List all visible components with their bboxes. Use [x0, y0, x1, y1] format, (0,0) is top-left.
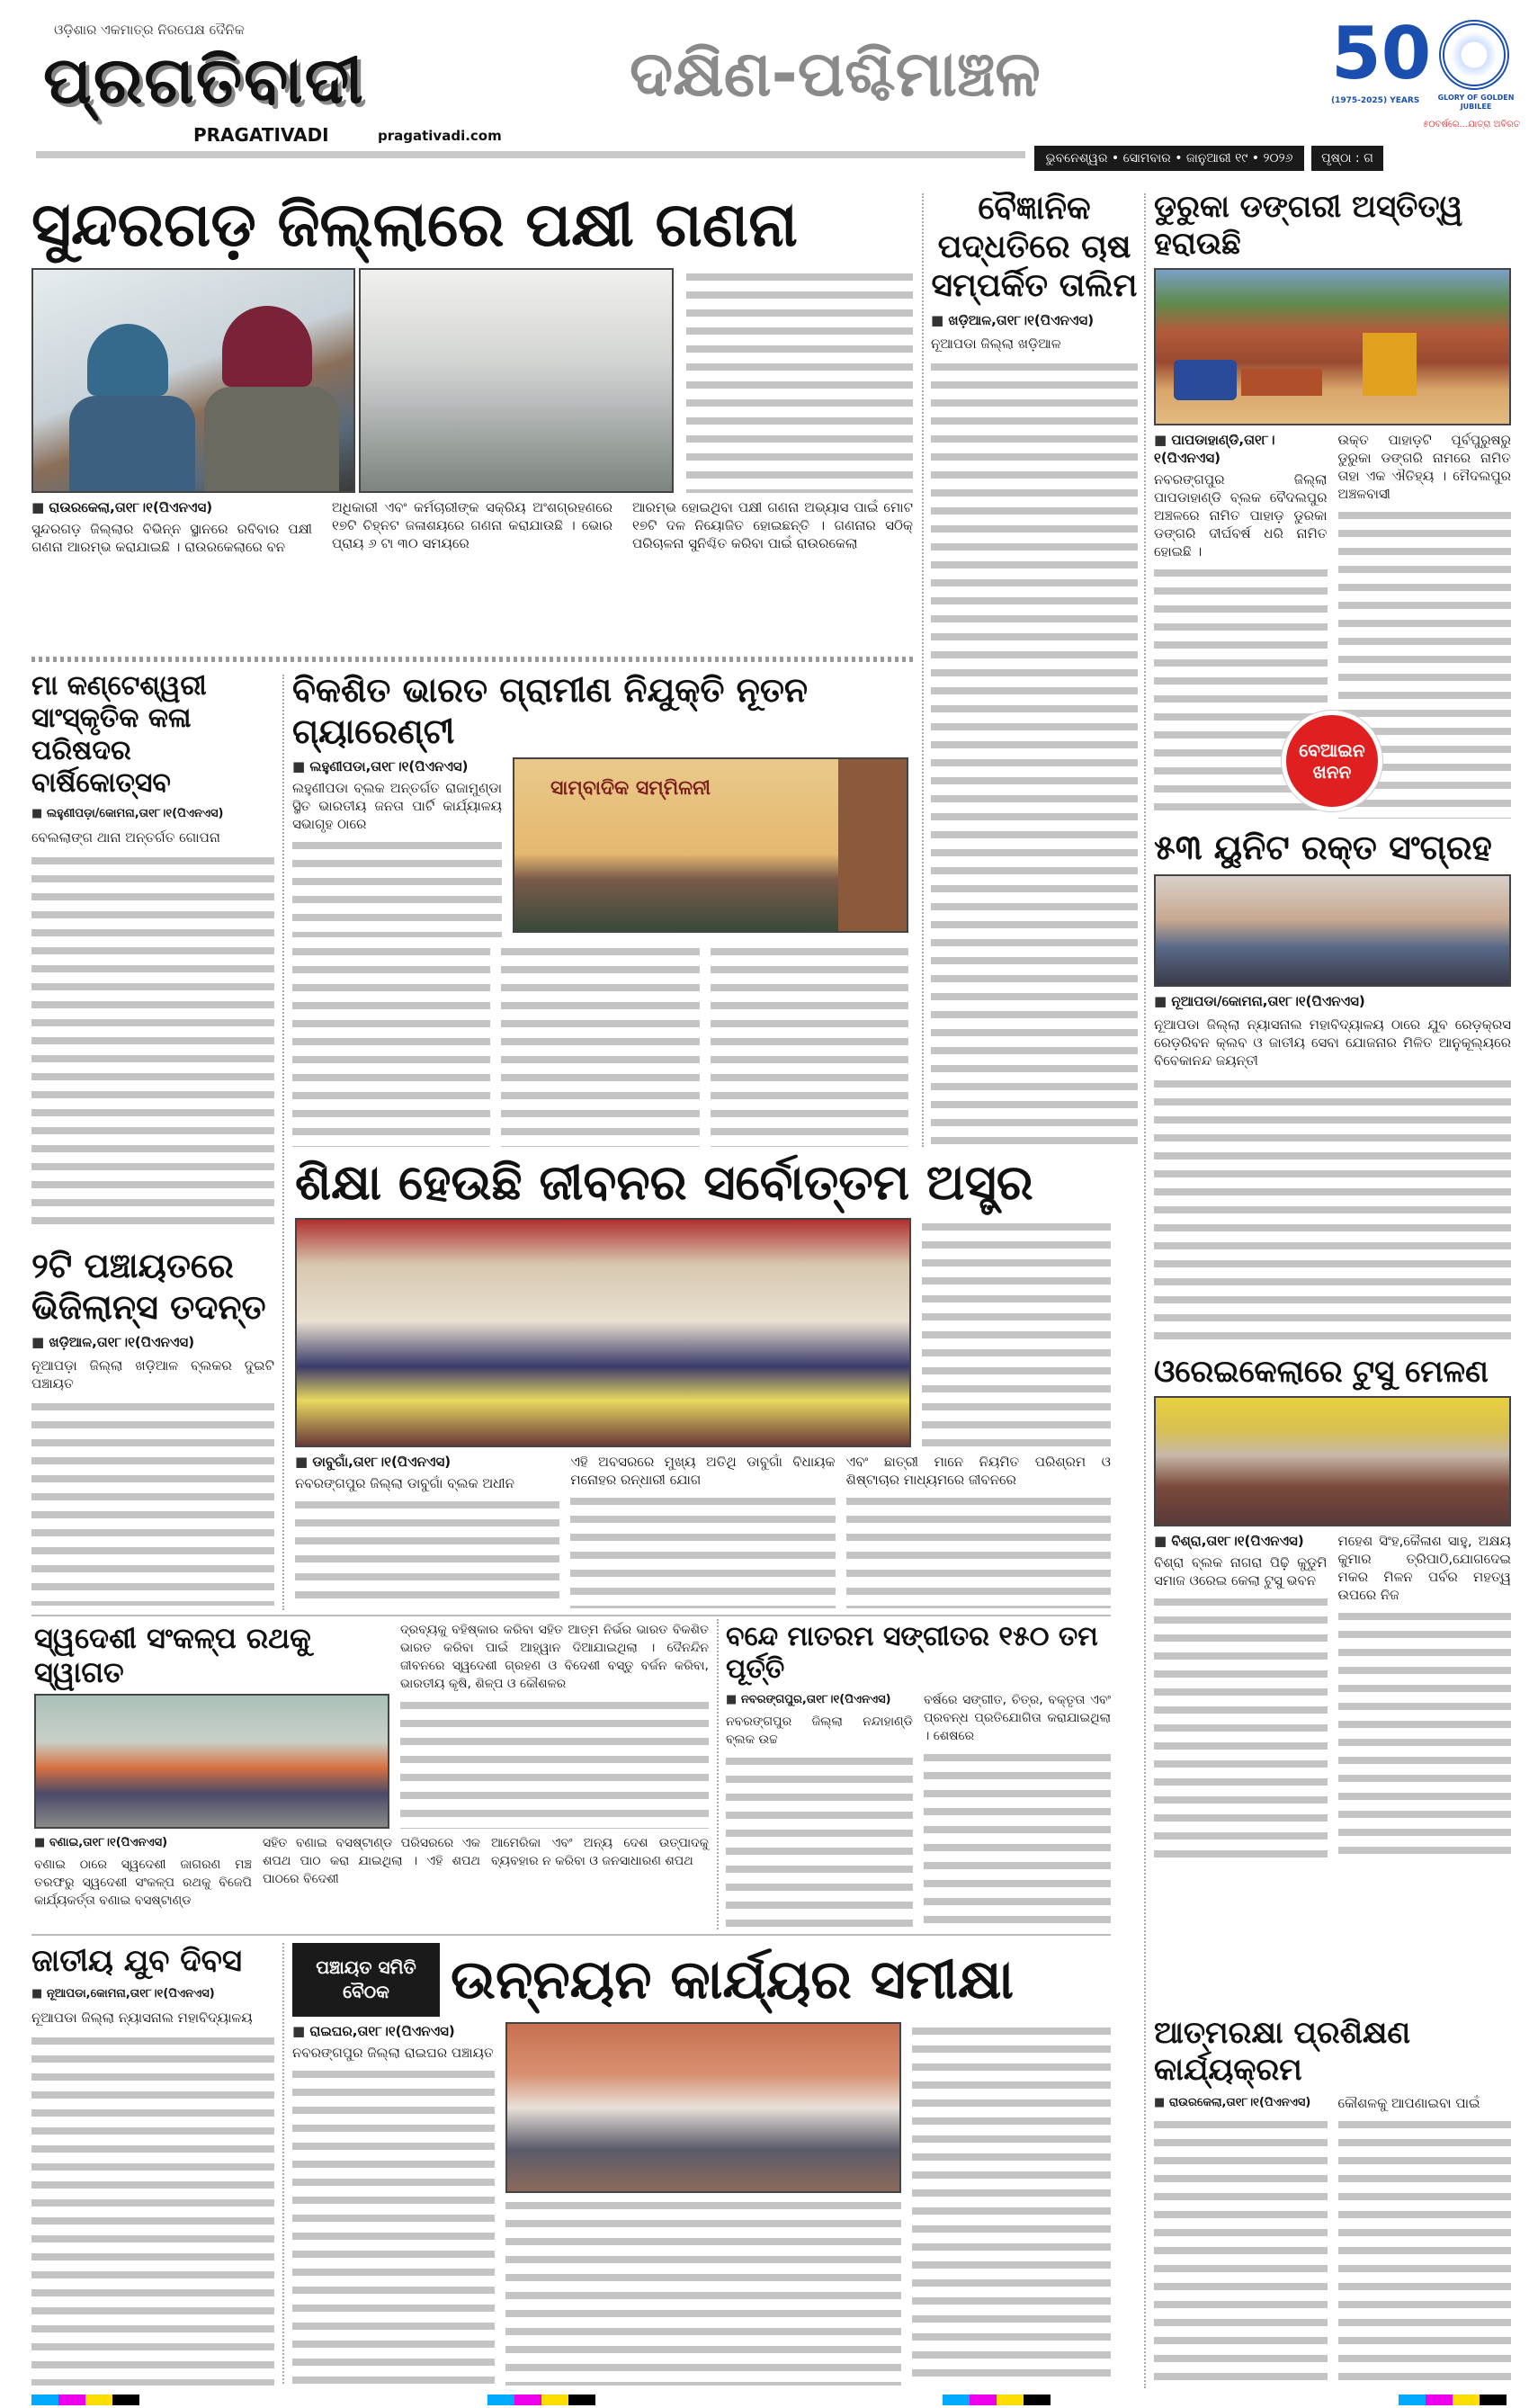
photo-birdwatchers [31, 268, 355, 493]
article-text [922, 1218, 1111, 1447]
article-kanteswari [31, 670, 274, 1232]
article-text [31, 1398, 274, 1606]
headline-education: ଶିକ୍ଷା ହେଉଛି ଜୀବନର ସର୍ବୋତ୍ତମ ଅସ୍ତ୍ର [295, 1154, 1033, 1211]
headline-bird-census: ସୁନ୍ଦରଗଡ଼ ଜିଲ୍ଲାରେ ପକ୍ଷୀ ଗଣନା [31, 190, 798, 261]
byline: ■ ରାଉରକେଲା,ତା୧୮।୧(ପିଏନଏସ) [1154, 2094, 1328, 2112]
byline: ■ ବିଶ୍ରା,ତା୧୮।୧(ପିଏନଏସ) [1154, 1532, 1328, 1550]
article-text [1154, 1593, 1328, 1862]
article-vande-mataram [726, 1621, 1111, 1929]
headline-tusu-mela: ଓରେଇକେଲାରେ ଟୁସୁ ମେଳଣ [1154, 1354, 1489, 1390]
byline: ■ ରାଉରକେଲା,ତା୧୮।୧(ପିଏନଏସ) [31, 498, 312, 516]
headline-vande-mataram: ବନ୍ଦେ ମାତରମ ସଙ୍ଗୀତର ୧୫୦ ତମ ପୂର୍ତ୍ତି [726, 1621, 1098, 1685]
headline-vigilance: ୨ଟି ପଞ୍ଚାୟତରେ ଭିଜିଲାନ୍ସ ତଦନ୍ତ [31, 1246, 266, 1327]
illegal-mining-badge [1282, 711, 1382, 811]
photo-press-meet [513, 757, 908, 933]
article-text: ବିଶ୍ରା ବ୍ଲକ ନାଗରା ପିଢ଼ି କୁଡୁମି ସମାଜ ଓରେଇ କେଲା ଟୁସୁ ଭବନ [1154, 1553, 1328, 1589]
page-label: ପୃଷ୍ଠା : ଗ [1311, 146, 1383, 171]
article-text [686, 268, 913, 493]
article-text: ନୂଆପଡା ଜିଲ୍ଲା ଖଡ଼ିଆଳ [931, 335, 1061, 352]
jubilee-motto: ୫୦ବର୍ଷରେ...ଯାତ୍ରା ଅବିରତ [1423, 120, 1520, 130]
article-blood-donation [1154, 828, 1511, 1345]
section-divider [31, 1934, 1111, 1936]
article-text [931, 358, 1138, 1147]
jubilee-years: (1975-2025) YEARS [1331, 96, 1420, 105]
column-divider [717, 1619, 719, 1929]
article-swadeshi [34, 1621, 709, 1929]
headline-viksit-bharat: ବିକଶିତ ଭାରତ ଗ୍ରାମୀଣ ନିଯୁକ୍ତି ନୂତନ ଗ୍ୟାରେଣ୍ଟୀ [292, 670, 809, 751]
wavy-divider [31, 657, 913, 662]
article-text: ନବରଙ୍ଗପୁର ଜିଲ୍ଲା ରାଇଘର ପଞ୍ଚାୟତ [292, 2045, 494, 2061]
article-text [846, 1492, 1111, 1608]
article-text: ଲହୁଣୀପଡା ବ୍ଲକ ଅନ୍ତର୍ଗତ ରାଜାମୁଣ୍ଡା ସ୍ଥିତ ଭାରତୀୟ ଜନତା ପାର୍ଟି କାର୍ଯ୍ୟାଳୟ ସଭାଗୃହ ଠାରେ [292, 780, 502, 833]
article-text [711, 943, 908, 1147]
headline-blood-donation: ୫୩ ୟୁନିଟ ରକ୍ତ ସଂଗ୍ରହ [1154, 828, 1492, 867]
photo-tusu-fair [1154, 1396, 1511, 1526]
article-text [1154, 1075, 1511, 1345]
article-text: ନୂଆପଡା ଜିଲ୍ଲା ନ୍ୟାସନାଲ ମହାବିଦ୍ୟାଳୟ [31, 2009, 253, 2026]
article-text: ନବରଙ୍ଗପୁର ଜିଲ୍ଲା ନନ୍ଦାହାଣ୍ଡି ବ୍ଲକ ଉଚ୍ଚ [726, 1714, 913, 1747]
headline-self-defense: ଆତ୍ମରକ୍ଷା ପ୍ରଶିକ୍ଷଣ କାର୍ଯ୍ୟକ୍ରମ [1154, 2015, 1411, 2088]
section-title: ଦକ୍ଷିଣ-ପଶ୍ଚିମାଞ୍ଚଳ [630, 37, 1041, 111]
article-text [505, 2197, 901, 2386]
section-divider [31, 1615, 1111, 1616]
article-youth-day [31, 1943, 274, 2386]
column-divider [282, 1943, 284, 2384]
article-text [1338, 2116, 1512, 2386]
headline-duruka-hill: ଡୁରୁକା ଡଙ୍ଗରୀ ଅସ୍ତିତ୍ୱ ହରାଉଛି [1154, 189, 1463, 262]
article-text [31, 852, 274, 1232]
article-text: ଆମେରିକା ଏବଂ ଅନ୍ୟ ଦେଶ ଉତ୍ପାଦକୁ ବ୍ୟବହାର ନ କରିବା ଓ ଜନସାଧାରଣ ଶପଥ [491, 1835, 709, 1868]
article-text: ସୁନ୍ଦରଗଡ଼ ଜିଲ୍ଲାର ବିଭିନ୍ନ ସ୍ଥାନରେ ରବିବାର ପକ୍ଷୀ ଗଣନା ଆରମ୍ଭ କରାଯାଇଛି । ରାଉରକେଲାରେ ବନ [31, 520, 312, 555]
article-text: ସହିତ ବଣାଇ ବସଷ୍ଟାଣ୍ଡ ପରିସରରେ ଏକ ଶପଥ ପାଠ କରା ଯାଇଥିଲା । ଏହି ଶପଥ ପାଠରେ ବିଦେଶୀ [263, 1835, 480, 1886]
article-education [295, 1154, 1111, 1608]
jubilee-ring-text: GLORY OF GOLDEN JUBILEE [1437, 94, 1515, 111]
photo-students [295, 1218, 911, 1447]
article-self-defense [1154, 2015, 1511, 2386]
article-vigilance [31, 1246, 274, 1606]
article-text [400, 1696, 709, 1829]
masthead-rule [36, 151, 1025, 158]
article-text [292, 837, 502, 937]
dateline: ଭୁବନେଶ୍ୱର • ସୋମବାର • ଜାନୁଆରୀ ୧୯ • ୨୦୨୬ [1034, 146, 1304, 171]
byline: ■ ଖଡ଼ିଆଳ,ତା୧୮।୧(ପିଏନଏସ) [31, 1333, 274, 1351]
article-text: କୌଶଳକୁ ଆପଣାଇବା ପାଇଁ [1337, 2094, 1480, 2111]
article-text: ନୂଆପଡ଼ା ଜିଲ୍ଲା ଖଡ଼ିଆଳ ବ୍ଲକର ଦୁଇଟି ପଞ୍ଚାୟତ [31, 1357, 274, 1392]
logo-latin: PRAGATIVADI [193, 124, 329, 146]
color-registration-marks [31, 2395, 1507, 2405]
article-viksit-bharat [292, 670, 908, 1147]
byline: ■ ରାଇଘର,ତା୧୮।୧(ପିଏନଏସ) [292, 2022, 495, 2040]
article-text: ନୂଆପଡା ଜିଲ୍ଲା ନ୍ୟାସନାଲ ମହାବିଦ୍ୟାଳୟ ଠାରେ ଯୁବ ରେଡ଼କ୍ରସ ରେଡ଼ରିବନ କ୍ଲବ ଓ ଜାତୀୟ ସେବା ଯୋଜନାର ମିଳିତ ଆନୁକୂଲ୍ୟରେ ବିବେକାନନ୍ଦ ଜୟନ୍ତୀ [1154, 1016, 1511, 1069]
column-divider [282, 675, 284, 1610]
article-text: ଉକ୍ତ ପାହାଡ଼ଟି ପୂର୍ବପୁରୁଷରୁ ଡୁରୁକା ଡଙ୍ଗରି ନାମରେ ନାମିତ ତାହା ଏକ ଐତିହ୍ୟ । ମୈଦଲପୁର ଅଞ୍ଚଳବାସୀ [1337, 431, 1511, 502]
byline: ■ ଖଡ଼ିଆଳ,ତା୧୮।୧(ପିଏନଏସ) [931, 311, 1138, 329]
byline: ■ ଲହୁଣୀପଡା,ତା୧୮।୧(ପିଏନଏସ) [292, 757, 502, 775]
article-text: ବେଲଲାଙ୍ଗ ଥାନା ଅନ୍ତର୍ଗତ ଗୋପନା [31, 829, 220, 846]
article-text: ଅଧିକାରୀ ଏବଂ କର୍ମଚାରୀଙ୍କ ସକ୍ରିୟ ଅଂଶଗ୍ରହଣରେ ୧୭ଟି ଚିହ୍ନଟ ଜଳାଶୟରେ ଗଣନା କରାଯାଉଛି । ଭୋର ପ୍ରାୟ ୬ ଟା ୩୦ ସମୟରେ [332, 498, 612, 551]
article-text [726, 1752, 913, 1929]
website: pragativadi.com [378, 128, 502, 144]
headline-kanteswari: ମା କଣ୍ଟେଶ୍ୱରୀ ସାଂସ୍କୃତିକ କଳା ପରିଷଦର ବାର୍ଷିକୋତ୍ସବ [31, 670, 207, 799]
photo-excavator [1154, 268, 1511, 425]
masthead [36, 12, 1520, 175]
article-text [1154, 2116, 1328, 2386]
article-text: ଏବଂ ଛାତ୍ରୀ ମାନେ ନିୟମିତ ପରିଶ୍ରମ ଓ ଶିଷ୍ଟାଚାର ମାଧ୍ୟମରେ ଜୀବନରେ [845, 1453, 1111, 1488]
kicker-text: ପଞ୍ଚାୟତ ସମିତି ବୈଠକ [316, 1956, 416, 2002]
kicker-panchayat-samiti [292, 1943, 440, 2017]
byline: ■ ନୂଆପଡା/କୋମନା,ତା୧୮।୧(ପିଏନଏସ) [1154, 992, 1511, 1010]
article-text [295, 1496, 559, 1608]
badge-text: ବେଆଇନ ଖନନ [1299, 739, 1365, 783]
article-text: ମହେଶ ସିଂହ,କୈଳାଶ ସାହୁ, ଅକ୍ଷୟ କୁମାର ତ୍ରିପାଠି,ଯୋଗଦେଇ ମକର ମିଳନ ପର୍ବର ମହତ୍ୱ ଉପରେ ନିଜ [1337, 1532, 1511, 1603]
jubilee-number: 50 [1331, 12, 1432, 95]
byline: ■ ଡାବୁଗାଁ,ତା୧୮।୧(ପିଏନଏସ) [295, 1453, 559, 1471]
jubilee-emblem-icon [1439, 20, 1509, 90]
byline: ■ ନବରଙ୍ଗପୁର,ତା୧୮।୧(ପିଏନଏସ) [726, 1691, 913, 1709]
headline-farming-training: ବୈଜ୍ଞାନିକ ପଦ୍ଧତିରେ ଚାଷ ସମ୍ପର୍କିତ ତାଲିମ [931, 190, 1138, 305]
article-farming-training [931, 189, 1138, 1147]
article-text: ଦ୍ରବ୍ୟକୁ ବହିଷ୍କାର କରିବା ସହିତ ଆତ୍ମ ନିର୍ଭର ଭାରତ ବିକଶିତ ଭାରତ କରିବା ପାଇଁ ଆହ୍ୱାନ ଦିଆଯାଇଥିଲା । ଦୈନନ୍ଦିନ ଜୀବନରେ ସ୍ୱଦେଶୀ ଗ୍ରହଣ ଓ ବିଦେଶୀ ବସ୍ତୁ ବର୍ଜନ କରିବା, ଭାରତୀୟ କୃଷି, ଶିଳ୍ପ ଓ କୌଶଳର [400, 1623, 709, 1691]
article-development-review [292, 1943, 1111, 2386]
article-text: ନବରଙ୍ଗପୁର ଜିଲ୍ଲା ଡାବୁଗାଁ ବ୍ଲକ ଅଧୀନ [295, 1474, 514, 1491]
article-text: ଏହି ଅବସରରେ ମୁଖ୍ୟ ଅତିଥି ଡାବୁଗାଁ ବିଧାୟକ ମନୋହର ରନ୍ଧାରୀ ଯୋଗ [570, 1453, 836, 1488]
article-text [501, 943, 699, 1147]
article-text: ବଣାଇ ଠାରେ ସ୍ୱଦେଶୀ ଜାଗରଣ ମଞ୍ଚ ତରଫରୁ ସ୍ୱଦେଶୀ ସଂକଳ୍ପ ରଥକୁ ବିଜେପି କାର୍ଯ୍ୟକର୍ତ୍ତା ବଣାଇ ବସଷ୍ଟାଣ୍ଡ [34, 1857, 252, 1908]
article-bird-census [31, 189, 913, 652]
byline: ■ ଲହୁଣୀପଡ଼ା/କୋମନା,ତା୧୮।୧(ପିଏନଏସ) [31, 805, 274, 823]
photo-waterbirds [359, 268, 674, 493]
article-text [924, 1749, 1111, 1929]
newspaper-logo: ପ୍ରଗତିବାଦୀ [43, 42, 365, 118]
article-text [292, 2065, 495, 2386]
article-text [31, 2032, 274, 2386]
article-text: ଆରମ୍ଭ ହୋଇଥିବା ପକ୍ଷୀ ଗଣନା ଅଭ୍ୟାସ ପାଇଁ ମୋଟ ୧୭ଟି ଦଳ ନିୟୋଜିତ ହୋଇଛନ୍ତି । ଗଣନାର ସଠିକ୍ ପରିଚାଳନା ସୁନିଶ୍ଚିତ କରିବା ପାଇଁ ରାଉରକେଲା [632, 498, 913, 551]
tagline: ଓଡ଼ିଶାର ଏକମାତ୍ର ନିରପେକ୍ଷ ଦୈନିକ [54, 22, 245, 38]
column-divider [922, 193, 924, 1147]
photo-blood-camp [1154, 874, 1511, 987]
byline: ■ ବଣାଇ,ତା୧୮।୧(ପିଏନଏସ) [34, 1834, 252, 1852]
article-text [912, 2022, 1111, 2386]
column-divider [1144, 193, 1146, 2388]
article-text [570, 1492, 835, 1608]
jubilee-logo [1331, 12, 1520, 144]
photo-swadeshi-rath [34, 1694, 389, 1829]
article-text: ବର୍ଷରେ ସଙ୍ଗୀତ, ଚିତ୍ର, ବକ୍ତୃତା ଏବଂ ପ୍ରବନ୍ଧ ପ୍ରତିଯୋଗିତା କରାଯାଇଥିଲା । ଶେଷରେ [924, 1693, 1111, 1743]
article-tusu-mela [1154, 1354, 1511, 1862]
byline: ■ ନୂଆପଡା,କୋମନା,ତା୧୮।୧(ପିଏନଏସ) [31, 1985, 274, 2003]
article-text [292, 943, 490, 1147]
headline-youth-day: ଜାତୀୟ ଯୁବ ଦିବସ [31, 1943, 243, 1979]
banner-text: ସାମ୍ବାଦିକ ସମ୍ମିଳନୀ [550, 777, 711, 801]
headline-development-review: ଉନ୍ନୟନ କାର୍ଯ୍ୟର ସମୀକ୍ଷା [451, 1948, 1014, 2011]
article-text [1338, 1607, 1512, 1862]
photo-samiti-meeting [505, 2022, 901, 2193]
headline-swadeshi: ସ୍ୱଦେଶୀ ସଂକଳ୍ପ ରଥକୁ ସ୍ୱାଗତ [34, 1621, 311, 1690]
article-text: ନବରଙ୍ଗପୁର ଜିଲ୍ଲା ପାପଡାହାଣ୍ଡି ବ୍ଲକ ବୈଦଲପୁର ଅଞ୍ଚଳରେ ନାମିତ ପାହାଡ଼ ଡୁରକା ଡଙ୍ଗରି ଦୀର୍ଘବର୍ଷ ଧରି ନାମିତ ହୋଇଛି । [1154, 470, 1328, 559]
byline: ■ ପାପଡାହାଣ୍ଡି,ତା୧୮।୧(ପିଏନଏସ) [1154, 431, 1328, 467]
